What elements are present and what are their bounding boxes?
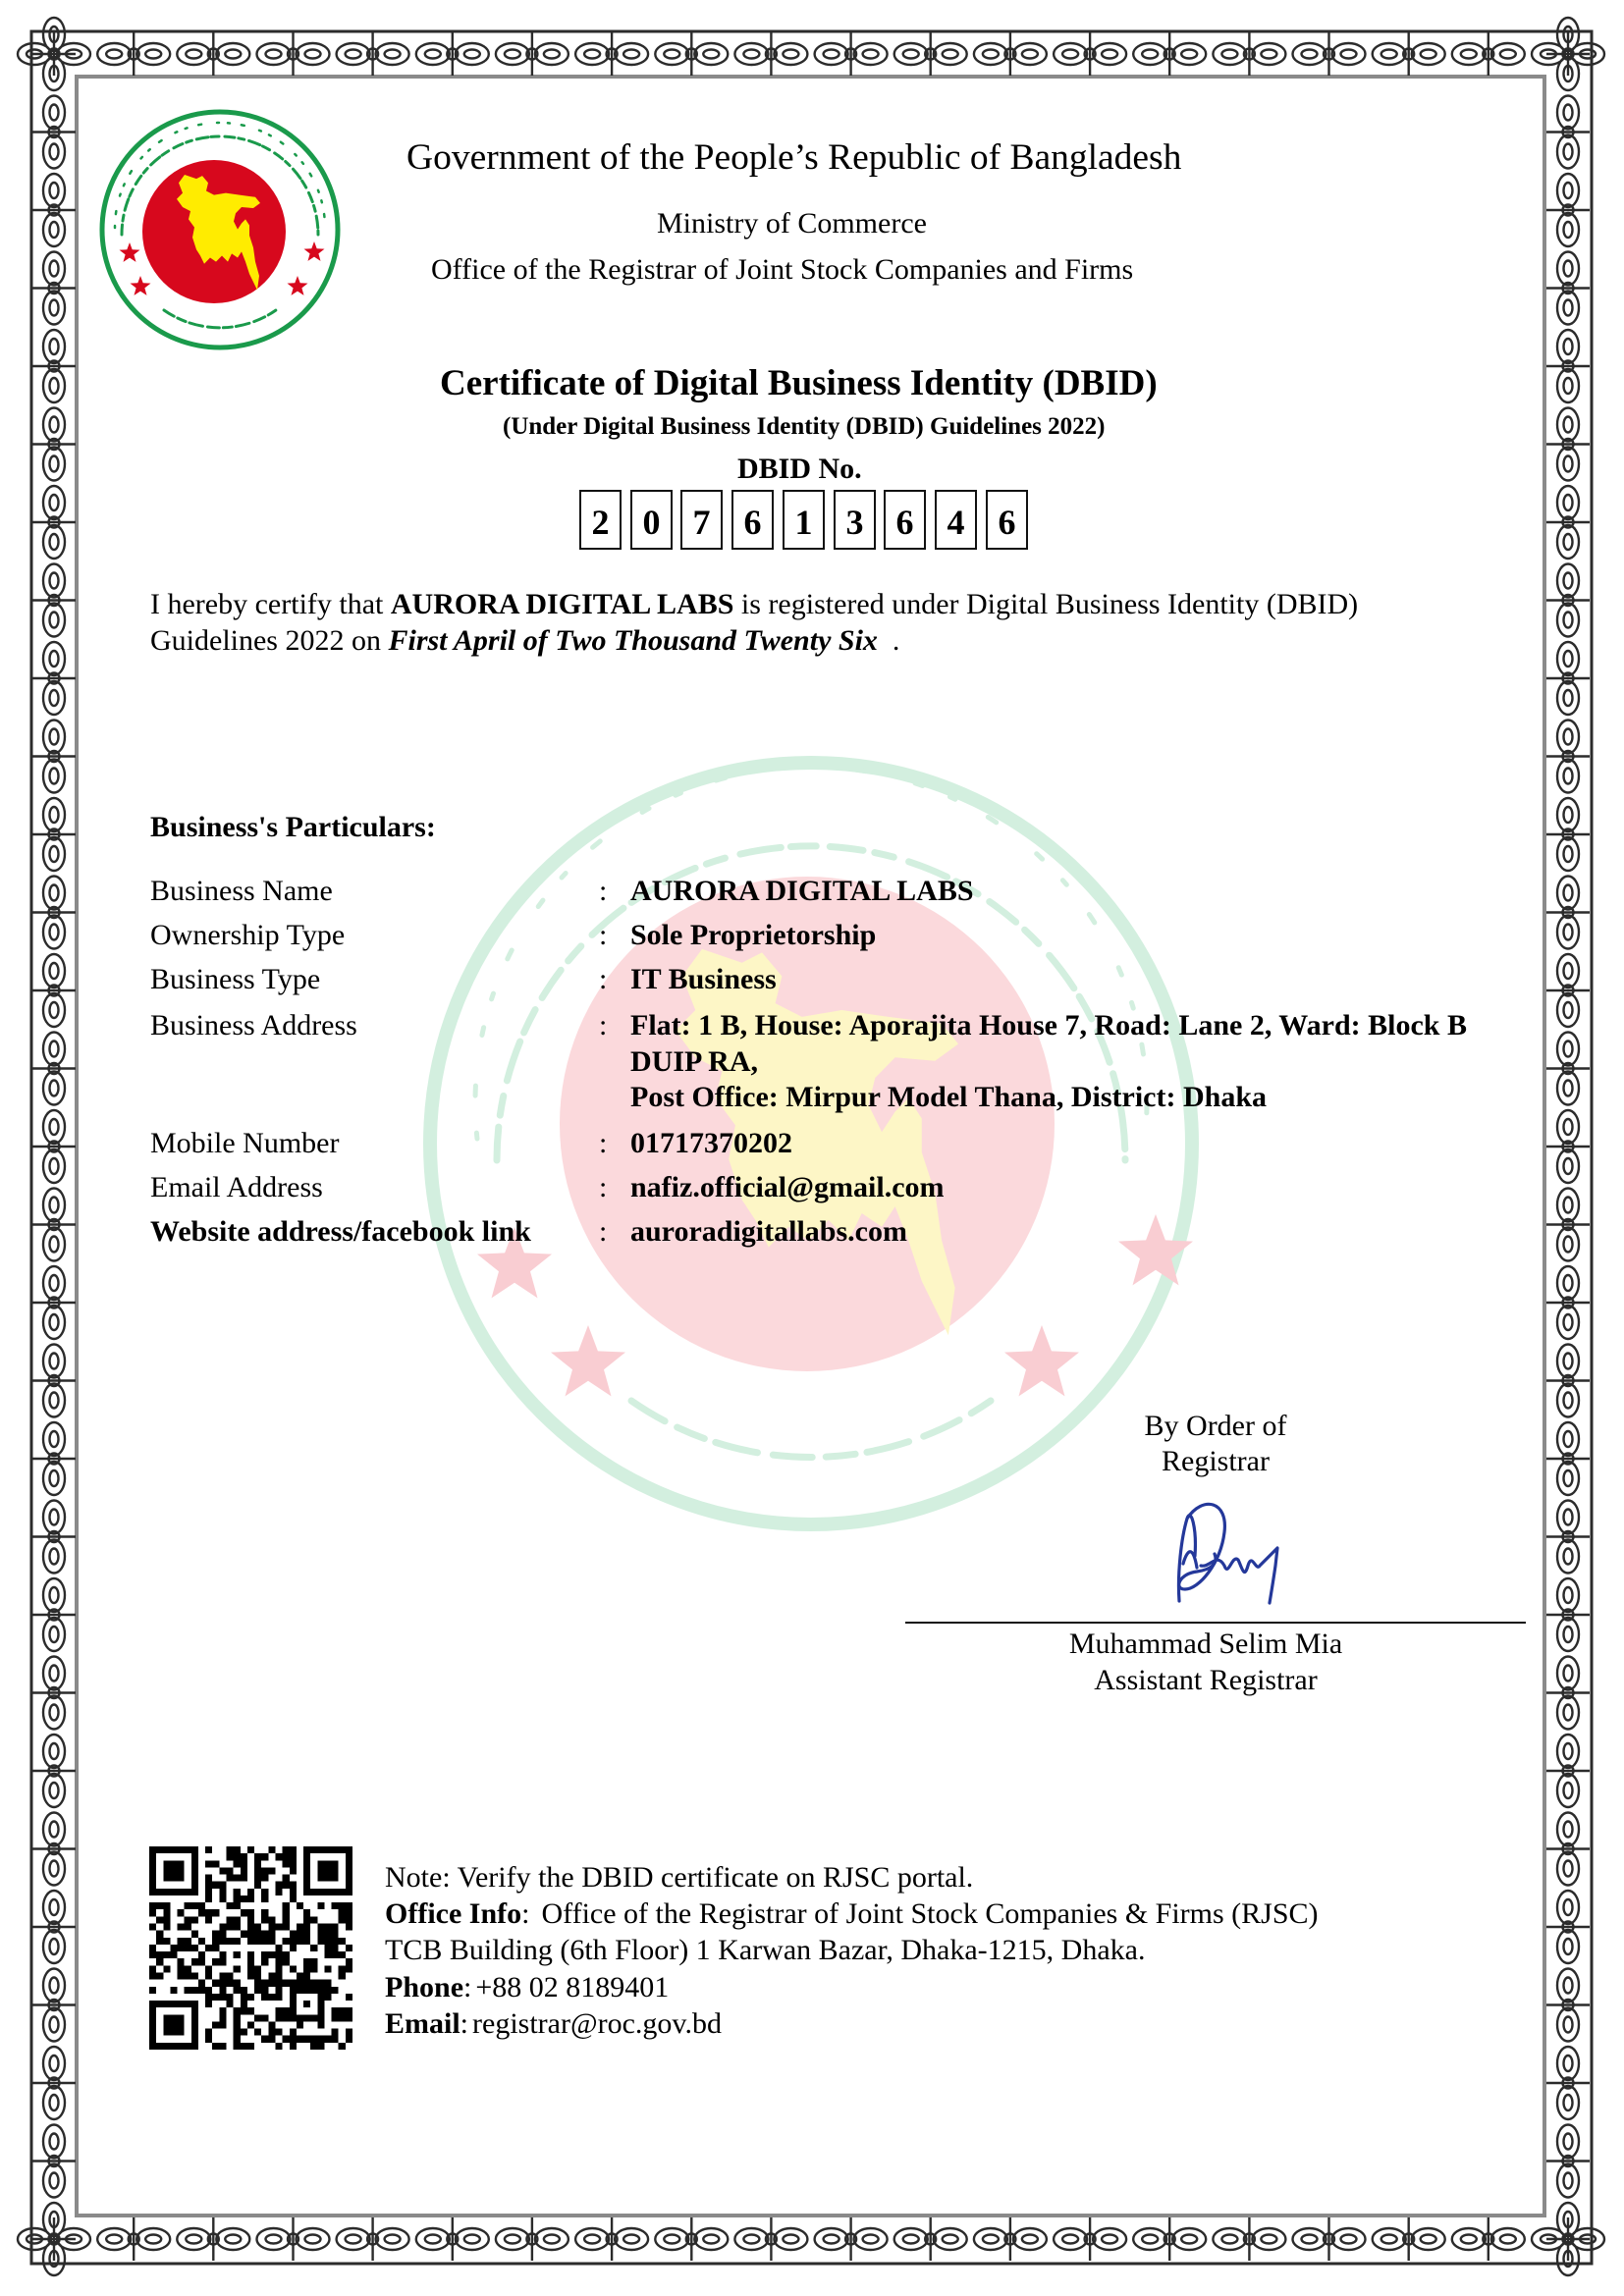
row-value-line: Post Office: Mirpur Model Thana, District: Dhaka bbox=[630, 1081, 1268, 1113]
statement-line2-prefix: Guidelines 2022 on bbox=[150, 624, 389, 657]
dbid-digit-box: 4 bbox=[935, 490, 977, 550]
signatory-designation: Assistant Registrar bbox=[1094, 1664, 1318, 1696]
row-value: auroradigitallabs.com bbox=[630, 1215, 907, 1248]
phone-value: +88 02 8189401 bbox=[475, 1971, 670, 2003]
dbid-digit-box: 6 bbox=[986, 490, 1028, 550]
statement-prefix: I hereby certify that bbox=[150, 588, 391, 620]
row-label: Email Address bbox=[150, 1171, 323, 1203]
certificate-title: Certificate of Digital Business Identity (DBID) bbox=[440, 363, 1158, 403]
row-value: AURORA DIGITAL LABS bbox=[630, 875, 974, 907]
signature-line bbox=[905, 1622, 1526, 1624]
watermark-lettering-bottom bbox=[631, 1401, 991, 1457]
email-label: Email bbox=[385, 2007, 460, 2040]
registration-date: First April of Two Thousand Twenty Six bbox=[388, 624, 878, 657]
row-label: Ownership Type bbox=[150, 919, 346, 951]
phone-separator: : bbox=[463, 1971, 472, 2003]
office-info-separator: : bbox=[521, 1897, 530, 1930]
row-value: IT Business bbox=[630, 963, 777, 995]
email-separator: : bbox=[460, 2007, 469, 2040]
statement-middle: is registered under Digital Business Identity (DBID) bbox=[733, 588, 1359, 620]
by-order-of: By Order of bbox=[1144, 1410, 1287, 1442]
office-heading: Office of the Registrar of Joint Stock Companies and Firms bbox=[431, 253, 1134, 286]
particulars-heading: Business's Particulars: bbox=[150, 811, 436, 843]
handwritten-signature bbox=[1167, 1495, 1305, 1613]
star-icon bbox=[120, 242, 140, 262]
star-icon bbox=[288, 276, 308, 295]
email-value: registrar@roc.gov.bd bbox=[472, 2007, 722, 2040]
row-label: Website address/facebook link bbox=[150, 1215, 531, 1248]
row-label: Business Name bbox=[150, 875, 333, 907]
row-value: nafiz.official@gmail.com bbox=[630, 1171, 945, 1203]
dbid-digit-box: 7 bbox=[680, 490, 723, 550]
row-separator: : bbox=[599, 1215, 608, 1248]
row-value-line: Flat: 1 B, House: Aporajita House 7, Road: Lane 2, Ward: Block B bbox=[630, 1009, 1467, 1041]
phone-line bbox=[385, 1973, 669, 2002]
office-info-value: Office of the Registrar of Joint Stock Companies & Firms (RJSC) bbox=[541, 1897, 1319, 1930]
dbid-digit-box: 2 bbox=[579, 490, 622, 550]
row-separator: : bbox=[599, 1009, 608, 1041]
ministry-heading: Ministry of Commerce bbox=[657, 207, 927, 240]
verification-note: Note: Verify the DBID certificate on RJSC portal. bbox=[385, 1861, 974, 1894]
office-info-label: Office Info bbox=[385, 1897, 522, 1930]
certification-statement-line-2 bbox=[150, 626, 899, 656]
star-icon bbox=[551, 1325, 625, 1396]
government-seal-logo bbox=[0, 0, 393, 393]
statement-business-name: AURORA DIGITAL LABS bbox=[390, 588, 734, 620]
dbid-digit-box: 6 bbox=[884, 490, 926, 550]
dbid-digit-box: 1 bbox=[783, 490, 825, 550]
star-icon bbox=[131, 276, 151, 295]
row-value: Sole Proprietorship bbox=[630, 919, 877, 951]
star-icon bbox=[1004, 1325, 1079, 1396]
certification-statement-line-1 bbox=[150, 590, 1358, 619]
seal-lettering-bottom bbox=[164, 310, 276, 328]
dbid-number-label: DBID No. bbox=[737, 453, 862, 485]
dbid-digit-box: 6 bbox=[731, 490, 774, 550]
row-label: Business Type bbox=[150, 963, 321, 995]
row-separator: : bbox=[599, 875, 608, 907]
row-separator: : bbox=[599, 963, 608, 995]
row-separator: : bbox=[599, 919, 608, 951]
row-label: Mobile Number bbox=[150, 1127, 340, 1159]
star-icon bbox=[304, 241, 325, 261]
email-line bbox=[385, 2009, 722, 2039]
statement-suffix: . bbox=[877, 624, 900, 657]
office-address: TCB Building (6th Floor) 1 Karwan Bazar, Dhaka-1215, Dhaka. bbox=[385, 1934, 1146, 1966]
government-heading: Government of the People’s Republic of Bangladesh bbox=[406, 137, 1182, 178]
dbid-digit-box: 3 bbox=[834, 490, 876, 550]
row-label: Business Address bbox=[150, 1009, 357, 1041]
row-separator: : bbox=[599, 1171, 608, 1203]
certificate-subtitle: (Under Digital Business Identity (DBID) Guidelines 2022) bbox=[503, 413, 1106, 440]
signatory-name: Muhammad Selim Mia bbox=[1068, 1628, 1343, 1660]
row-value: 01717370202 bbox=[630, 1127, 792, 1159]
row-separator: : bbox=[599, 1127, 608, 1159]
signature-stroke bbox=[1178, 1504, 1277, 1603]
row-value-line: DUIP RA, bbox=[630, 1045, 759, 1078]
dbid-digit-box: 0 bbox=[630, 490, 673, 550]
phone-label: Phone bbox=[385, 1971, 464, 2003]
office-info-line bbox=[385, 1899, 1319, 1929]
by-order-registrar: Registrar bbox=[1162, 1445, 1270, 1477]
qr-code bbox=[149, 1846, 352, 2050]
